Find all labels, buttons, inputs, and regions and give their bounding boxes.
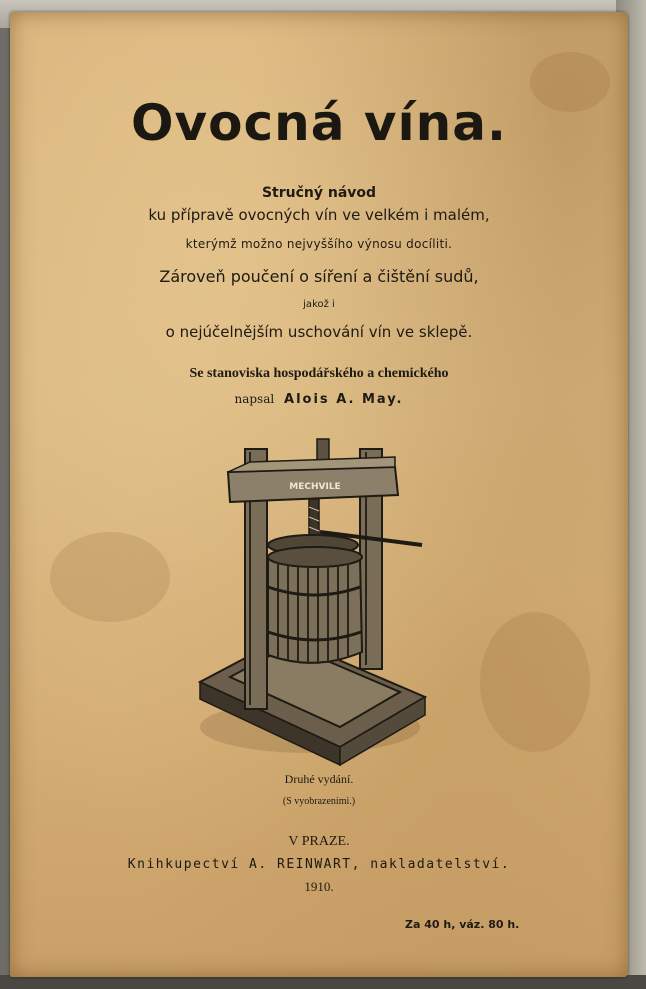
- illustrations-note: (S vyobrazeními.): [282, 796, 356, 807]
- subtitle-line: o nejúčelnějším uschování vín ve sklepě.: [165, 323, 473, 341]
- book-cover: [10, 12, 628, 977]
- subtitle-line: Stručný návod: [261, 185, 377, 201]
- paper-stain: [50, 532, 170, 622]
- author-prefix: napsal: [234, 392, 275, 406]
- author-name: Alois A. May.: [284, 392, 404, 407]
- subtitle-line: Zároveň poučení o síření a čištění sudů,: [159, 267, 479, 286]
- imprint-publisher: Knihkupectví A. REINWART, nakladatelství.: [127, 857, 511, 872]
- perspective-line: Se stanoviska hospodářského a chemického: [189, 366, 449, 381]
- price-label: Za 40 h, váz. 80 h.: [405, 918, 520, 931]
- edition-label: Druhé vydání.: [284, 772, 354, 786]
- wine-press-illustration: [190, 427, 440, 772]
- book-title: Ovocná vína.: [131, 94, 507, 152]
- paper-stain: [480, 612, 590, 752]
- subtitle-line: ku přípravě ovocných vín ve velkém i malém,: [148, 206, 490, 224]
- press-label: MECHVILE: [289, 482, 341, 492]
- imprint-city: V PRAZE.: [288, 834, 350, 849]
- scan-backdrop-bottom: [0, 975, 646, 989]
- author-line: [10, 392, 628, 407]
- subtitle-line: jakož i: [303, 299, 335, 310]
- subtitle-line: kterýmž možno nejvyššího výnosu docíliti.: [185, 237, 453, 251]
- imprint-year: 1910.: [304, 879, 334, 894]
